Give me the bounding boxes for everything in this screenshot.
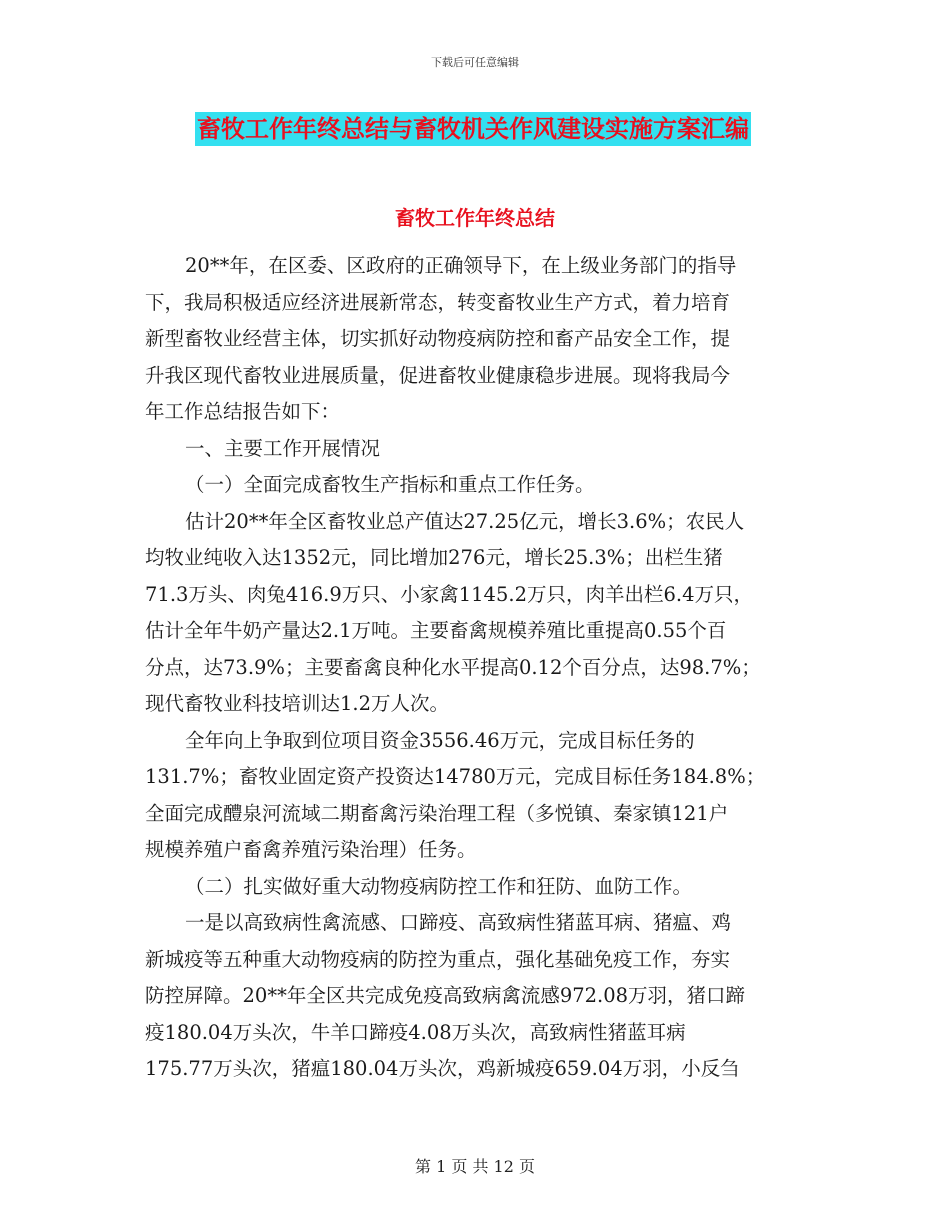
body-text-line: 全年向上争取到位项目资金3556.46万元，完成目标任务的 <box>185 728 695 752</box>
body-text-line: 防控屏障。20**年全区共完成免疫高致病禽流感972.08万羽，猪口蹄 <box>145 984 746 1007</box>
section-title: 畜牧工作年终总结 <box>395 206 555 230</box>
body-text-line: 全面完成醴泉河流域二期畜禽污染治理工程（多悦镇、秦家镇121户 <box>145 801 729 825</box>
body-text-line: 131.7%；畜牧业固定资产投资达14780万元，完成目标任务184.8%； <box>145 765 766 788</box>
document-main-title: 畜牧工作年终总结与畜牧机关作风建设实施方案汇编 <box>195 112 751 146</box>
body-text-line: 均牧业纯收入达1352元，同比增加276元，增长25.3%；出栏生猪 <box>145 546 723 569</box>
body-text-line: 一、主要工作开展情况 <box>185 436 381 460</box>
body-text-line: 规模养殖户畜禽养殖污染治理）任务。 <box>145 838 477 861</box>
body-text-line: 疫180.04万头次，牛羊口蹄疫4.08万头次，高致病性猪蓝耳病 <box>145 1020 686 1044</box>
body-text-line: 分点，达73.9%；主要畜禽良种化水平提高0.12个百分点，达98.7%； <box>145 655 761 679</box>
body-text-line: 新型畜牧业经营主体，切实抓好动物疫病防控和畜产品安全工作，提 <box>145 327 731 350</box>
body-text-line: 升我区现代畜牧业进展质量，促进畜牧业健康稳步进展。现将我局今 <box>145 363 731 387</box>
header-note: 下载后可任意编辑 <box>431 56 519 69</box>
page-footer: 第 1 页 共 12 页 <box>415 1157 535 1176</box>
body-text-line: 一是以高致病性禽流感、口蹄疫、高致病性猪蓝耳病、猪瘟、鸡 <box>185 911 732 934</box>
document-body <box>145 248 810 1088</box>
body-text-line: 年工作总结报告如下： <box>145 400 341 423</box>
body-text-line: 20**年，在区委、区政府的正确领导下，在上级业务部门的指导 <box>185 254 737 277</box>
body-text-line: 估计全年牛奶产量达2.1万吨。主要畜禽规模养殖比重提高0.55个百 <box>145 619 727 642</box>
body-text-line: 新城疫等五种重大动物疫病的防控为重点，强化基础免疫工作，夯实 <box>145 947 731 971</box>
body-text-line: 71.3万头、肉兔416.9万只、小家禽1145.2万只，肉羊出栏6.4万只， <box>145 582 753 606</box>
body-text-line: （二）扎实做好重大动物疫病防控工作和狂防、血防工作。 <box>185 874 693 898</box>
body-text-line: （一）全面完成畜牧生产指标和重点工作任务。 <box>185 473 595 496</box>
body-text-line: 现代畜牧业科技培训达1.2万人次。 <box>145 692 450 715</box>
body-text-line: 下，我局积极适应经济进展新常态，转变畜牧业生产方式，着力培育 <box>145 290 731 314</box>
body-text-line: 175.77万头次，猪瘟180.04万头次，鸡新城疫659.04万羽，小反刍 <box>145 1057 740 1080</box>
body-text-line: 估计20**年全区畜牧业总产值达27.25亿元，增长3.6%；农民人 <box>185 509 745 533</box>
